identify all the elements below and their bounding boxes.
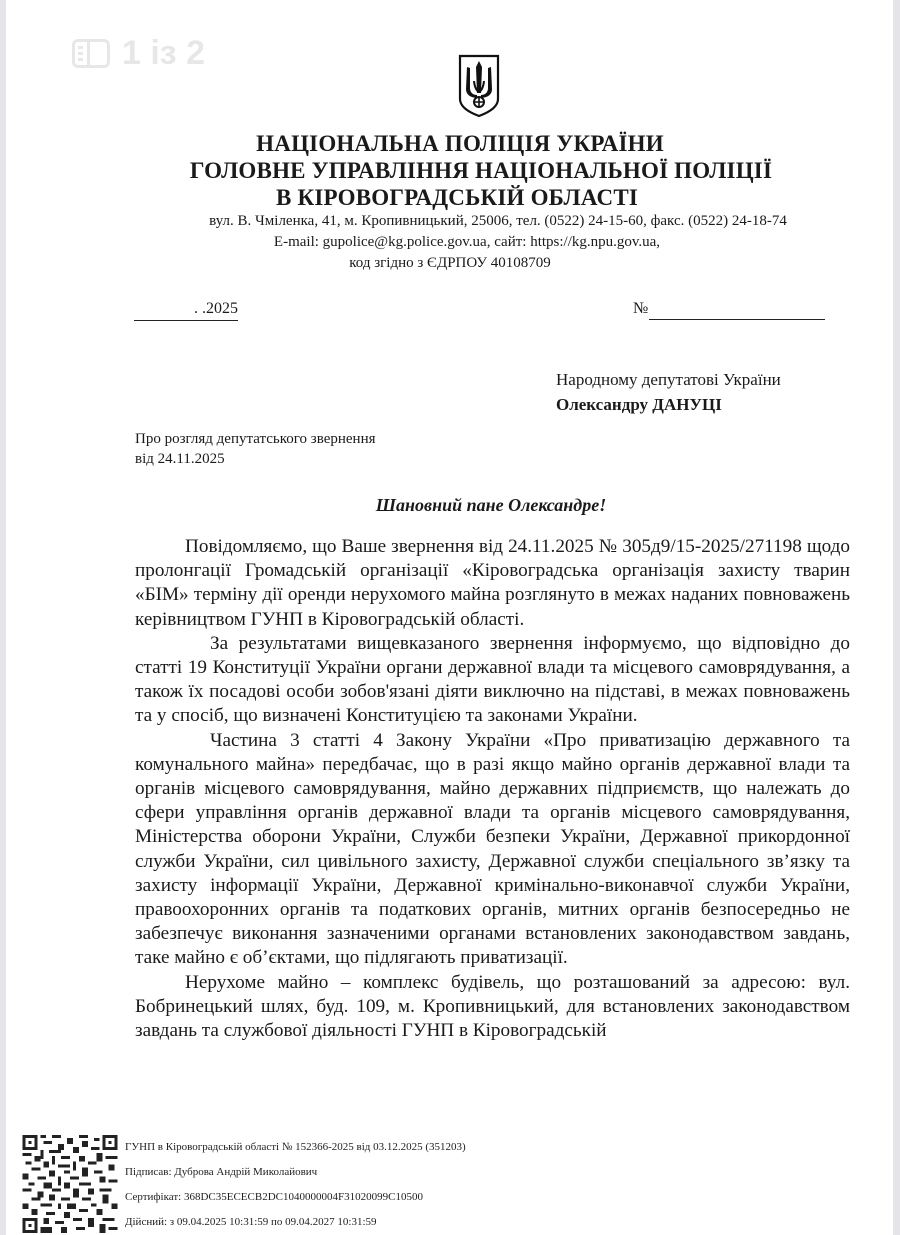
qr-code-icon[interactable] [22,1135,118,1233]
sidebar-icon[interactable] [72,39,110,68]
letterhead-title-line2: ГОЛОВНЕ УПРАВЛІННЯ НАЦІОНАЛЬНОЇ ПОЛІЦІЇ [189,158,773,183]
signature-certificate: Сертифікат: 368DC35ECECB2DC1040000004F31020099C10500 [125,1191,423,1203]
number-value [649,299,825,320]
letterhead-contacts: E-mail: gupolice@kg.police.gov.ua, сайт: https://kg.npu.gov.ua, [273,234,661,250]
body-paragraph: Нерухоме майно – комплекс будівель, що розташований за адресою: вул. Бобринецький шлях, буд. 109, м. Кропивницький, для встановлених законодавством завдань та службової діяльності ГУНП в Кіровоградській [135,971,850,1042]
subject-block [135,429,376,469]
signature-signer: Підписав: Дуброва Андрій Миколайович [125,1166,318,1178]
page-indicator[interactable] [72,34,205,73]
number-label: № [633,300,649,317]
letterhead-edrpou: код згідно з ЄДРПОУ 40108709 [349,255,551,271]
registration-number [633,298,825,320]
electronic-signature-block [22,1135,622,1235]
recipient-name: Олександру ДАНУЦІ [556,395,722,414]
registration-date: . .2025 [134,298,238,321]
signature-registration: ГУНП в Кіровоградській області № 152366-2025 від 03.12.2025 (351203) [125,1141,466,1153]
body-paragraph: За результатами вищевказаного звернення інформуємо, що відповідно до статті 19 Конституції України органи державної влади та місцевого самоврядування, а також їх посадові особи зобов'язані діяти виключно на підставі, в межах повноважень та у спосіб, що визначені Конституцією та законами України. [135,632,850,727]
signature-details [125,1135,466,1235]
letterhead-title-line3: В КІРОВОГРАДСЬКІЙ ОБЛАСТІ [275,185,639,210]
letter-body [135,535,850,1043]
viewer-left-edge [0,0,6,1235]
recipient-title: Народному депутатові України [556,370,781,389]
body-paragraph: Повідомляємо, що Ваше звернення від 24.11.2025 № 305д9/15-2025/271198 щодо пролонгації Громадській організації «Кіровоградська організація захисту тварин «БІМ» терміну дії оренди нерухомого майна розглянуто в межах наданих повноважень керівництвом ГУНП в Кіровоградській області. [135,536,850,630]
subject-line2: від 24.11.2025 [135,451,225,467]
recipient-block [556,367,781,417]
signature-validity: Дійсний: з 09.04.2025 10:31:59 по 09.04.2027 10:31:59 [125,1216,377,1228]
body-paragraph: Частина 3 статті 4 Закону України «Про приватизацію державного та комунального майна» передбачає, що в разі якщо майно органів державної влади та органів місцевого самоврядування, майно державних підприємств, що належать до сфери управління органів державної влади та органів місцевого самоврядування, Міністерства оборони України, Служби безпеки України, Державної прикордонної служби України, сил цивільного захисту, Державної служби спеціального зв’язку та захисту інформації України, Державної кримінально-виконавчої служби України, правоохоронних органів та податкових органів, митних органів безпосередньо не забезпечує виконання зазначеними органами встановлених законодавством завдань, таке майно є об’єктами, що підлягають приватизації. [135,729,850,969]
page-indicator-text: 1 із 2 [122,34,206,72]
letterhead-address: вул. В. Чміленка, 41, м. Кропивницький, 25006, тел. (0522) 24-15-60, факс. (0522) 24-18-74 [209,213,787,229]
letterhead-title-line1: НАЦІОНАЛЬНА ПОЛІЦІЯ УКРАЇНИ [256,131,664,156]
ukraine-trident-emblem-icon [457,53,501,119]
subject-line1: Про розгляд депутатського звернення [135,431,376,447]
salutation: Шановний пане Олександре! [375,495,607,515]
